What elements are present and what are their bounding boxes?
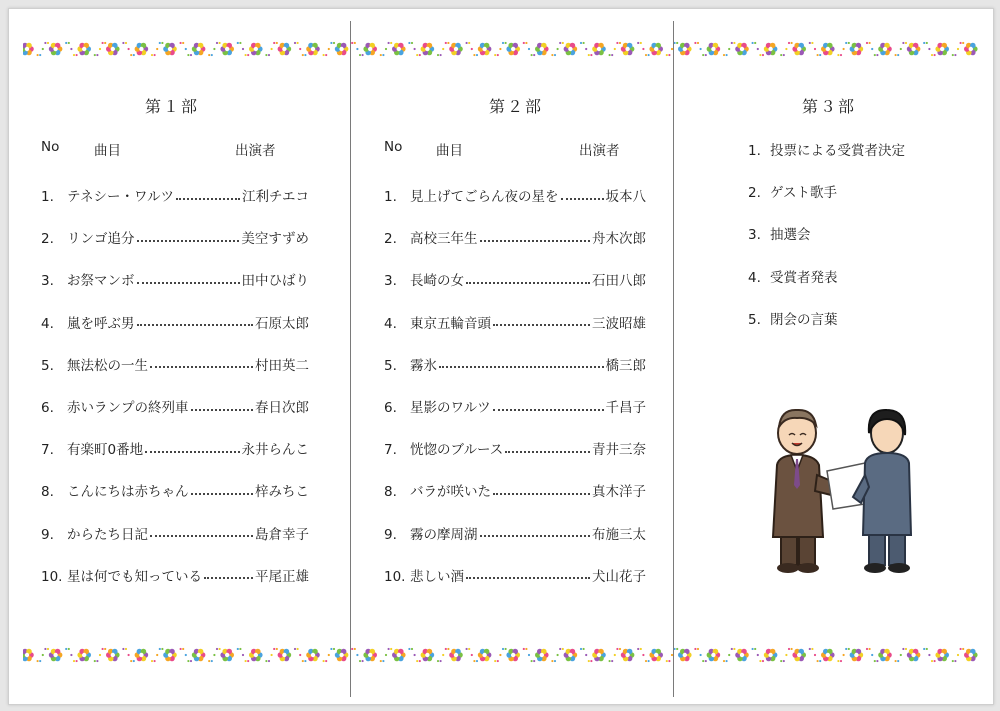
item-number: 2. <box>748 185 761 202</box>
program-entry <box>41 480 309 500</box>
item-text: 受賞者発表 <box>770 269 838 286</box>
entry-song: テネシー・ワルツ <box>67 189 175 205</box>
dot-leader <box>150 365 253 368</box>
item-number: 5. <box>748 311 761 328</box>
entry-performer: 田中ひばり <box>241 273 309 290</box>
program-entry <box>41 227 309 247</box>
entry-song: 無法松の一生 <box>67 357 148 374</box>
dot-leader <box>137 281 240 284</box>
dot-leader <box>145 450 239 453</box>
dot-leader <box>493 408 604 411</box>
entry-number: 1. <box>384 189 397 205</box>
entry-number: 2. <box>384 231 397 248</box>
section-1 <box>9 9 350 704</box>
entry-number: 8. <box>41 484 54 501</box>
entry-performer: 橋三郎 <box>605 357 646 374</box>
entry-song: からたち日記 <box>67 526 148 543</box>
entry-number: 9. <box>384 526 397 543</box>
entry-song: 霧の摩周湖 <box>410 526 478 543</box>
entry-performer: 青井三奈 <box>592 442 646 459</box>
program-sheet <box>8 8 994 705</box>
section-3 <box>674 9 993 704</box>
program-entry <box>384 396 646 416</box>
entry-song: バラが咲いた <box>410 484 491 501</box>
item-number: 3. <box>748 227 761 244</box>
dot-leader <box>493 492 590 495</box>
section-title: 第１部 <box>145 97 200 116</box>
entry-performer: 舟木次郎 <box>592 231 646 248</box>
program-entry <box>384 185 646 205</box>
entry-performer: 石田八郎 <box>592 273 646 290</box>
entry-song: こんにちは赤ちゃん <box>67 484 189 501</box>
dot-leader <box>191 492 254 495</box>
dot-leader <box>480 534 591 537</box>
program-entry <box>384 354 646 374</box>
entry-number: 10. <box>41 568 63 585</box>
dot-leader <box>191 408 254 411</box>
dot-leader <box>176 197 240 200</box>
entry-song: 星は何でも知っている <box>67 568 202 585</box>
entry-performer: 春日次郎 <box>255 400 309 416</box>
entry-number: 1. <box>41 189 54 205</box>
dot-leader <box>493 323 590 326</box>
dot-leader <box>439 365 604 368</box>
entry-song: リンゴ追分 <box>67 231 135 248</box>
entry-performer: 布施三太 <box>592 526 646 543</box>
entry-performer: 千昌子 <box>605 400 646 416</box>
program-entry <box>384 438 646 458</box>
program-item <box>748 266 838 286</box>
program-entry <box>41 523 309 543</box>
entry-song: 嵐を呼ぶ男 <box>67 315 135 332</box>
entry-number: 7. <box>41 442 54 459</box>
program-entry <box>41 312 309 332</box>
entry-number: 6. <box>41 400 54 416</box>
entry-performer: 梓みちこ <box>255 484 309 501</box>
entry-performer: 美空すずめ <box>241 231 309 248</box>
entry-song: 東京五輪音頭 <box>410 315 491 332</box>
dot-leader <box>137 323 254 326</box>
dot-leader <box>137 239 240 242</box>
entry-song: 有楽町0番地 <box>67 442 144 459</box>
dot-leader <box>204 576 253 579</box>
entry-number: 7. <box>384 442 397 459</box>
program-entry <box>384 565 646 585</box>
header-song: 曲目 <box>94 143 121 159</box>
entry-performer: 坂本八 <box>605 189 646 205</box>
entry-song: 星影のワルツ <box>410 400 491 416</box>
dot-leader <box>466 281 590 284</box>
program-entry <box>41 185 309 205</box>
dot-leader <box>466 576 590 579</box>
item-text: ゲスト歌手 <box>770 185 837 202</box>
dot-leader <box>150 534 253 537</box>
entry-performer: 犬山花子 <box>592 568 646 585</box>
entry-performer: 島倉幸子 <box>255 526 309 543</box>
program-item <box>748 181 837 201</box>
program-entry <box>41 269 309 289</box>
entry-song: 恍惚のブルース <box>410 442 504 459</box>
award-handover-illustration <box>769 405 919 577</box>
entry-performer: 平尾正雄 <box>255 568 309 585</box>
entry-number: 3. <box>41 273 54 290</box>
section-2 <box>351 9 673 704</box>
program-entry <box>384 523 646 543</box>
entry-number: 2. <box>41 231 54 248</box>
item-text: 投票による受賞者決定 <box>770 143 905 159</box>
entry-performer: 真木洋子 <box>592 484 646 501</box>
dot-leader <box>561 197 604 200</box>
entry-number: 6. <box>384 400 397 416</box>
program-item <box>748 139 905 159</box>
entry-song: 赤いランプの終列車 <box>67 400 189 416</box>
header-no: No <box>41 139 60 155</box>
entry-performer: 永井らんこ <box>241 442 309 459</box>
entry-number: 4. <box>384 315 397 332</box>
entry-song: お祭マンボ <box>67 273 135 290</box>
entry-song: 長崎の女 <box>410 273 464 290</box>
entry-performer: 村田英二 <box>255 357 309 374</box>
program-entry <box>384 480 646 500</box>
program-entry <box>384 227 646 247</box>
program-item <box>748 223 811 243</box>
header-performer: 出演者 <box>579 143 620 159</box>
section-title: 第２部 <box>489 97 544 116</box>
entry-number: 5. <box>384 357 397 374</box>
program-entry <box>41 438 309 458</box>
entry-number: 8. <box>384 484 397 501</box>
header-song: 曲目 <box>436 143 463 159</box>
entry-song: 見上げてごらん夜の星を <box>410 189 559 205</box>
entry-performer: 石原太郎 <box>255 315 309 332</box>
entry-song: 高校三年生 <box>410 231 478 248</box>
program-entry <box>41 396 309 416</box>
header-performer: 出演者 <box>235 143 276 159</box>
dot-leader <box>505 450 590 453</box>
entry-song: 霧氷 <box>410 357 437 374</box>
item-text: 抽選会 <box>770 227 811 244</box>
item-number: 1. <box>748 143 761 159</box>
entry-performer: 江利チエコ <box>242 189 309 205</box>
header-no: No <box>384 139 403 155</box>
entry-number: 4. <box>41 315 54 332</box>
program-entry <box>41 354 309 374</box>
entry-number: 9. <box>41 526 54 543</box>
entry-number: 10. <box>384 568 406 585</box>
program-item <box>748 308 838 328</box>
program-entry <box>41 565 309 585</box>
entry-song: 悲しい酒 <box>410 568 464 585</box>
section-title: 第３部 <box>802 97 857 116</box>
program-entry <box>384 312 646 332</box>
entry-performer: 三波昭雄 <box>592 315 646 332</box>
item-number: 4. <box>748 269 761 286</box>
dot-leader <box>480 239 591 242</box>
program-entry <box>384 269 646 289</box>
entry-number: 3. <box>384 273 397 290</box>
item-text: 閉会の言葉 <box>770 311 838 328</box>
entry-number: 5. <box>41 357 54 374</box>
